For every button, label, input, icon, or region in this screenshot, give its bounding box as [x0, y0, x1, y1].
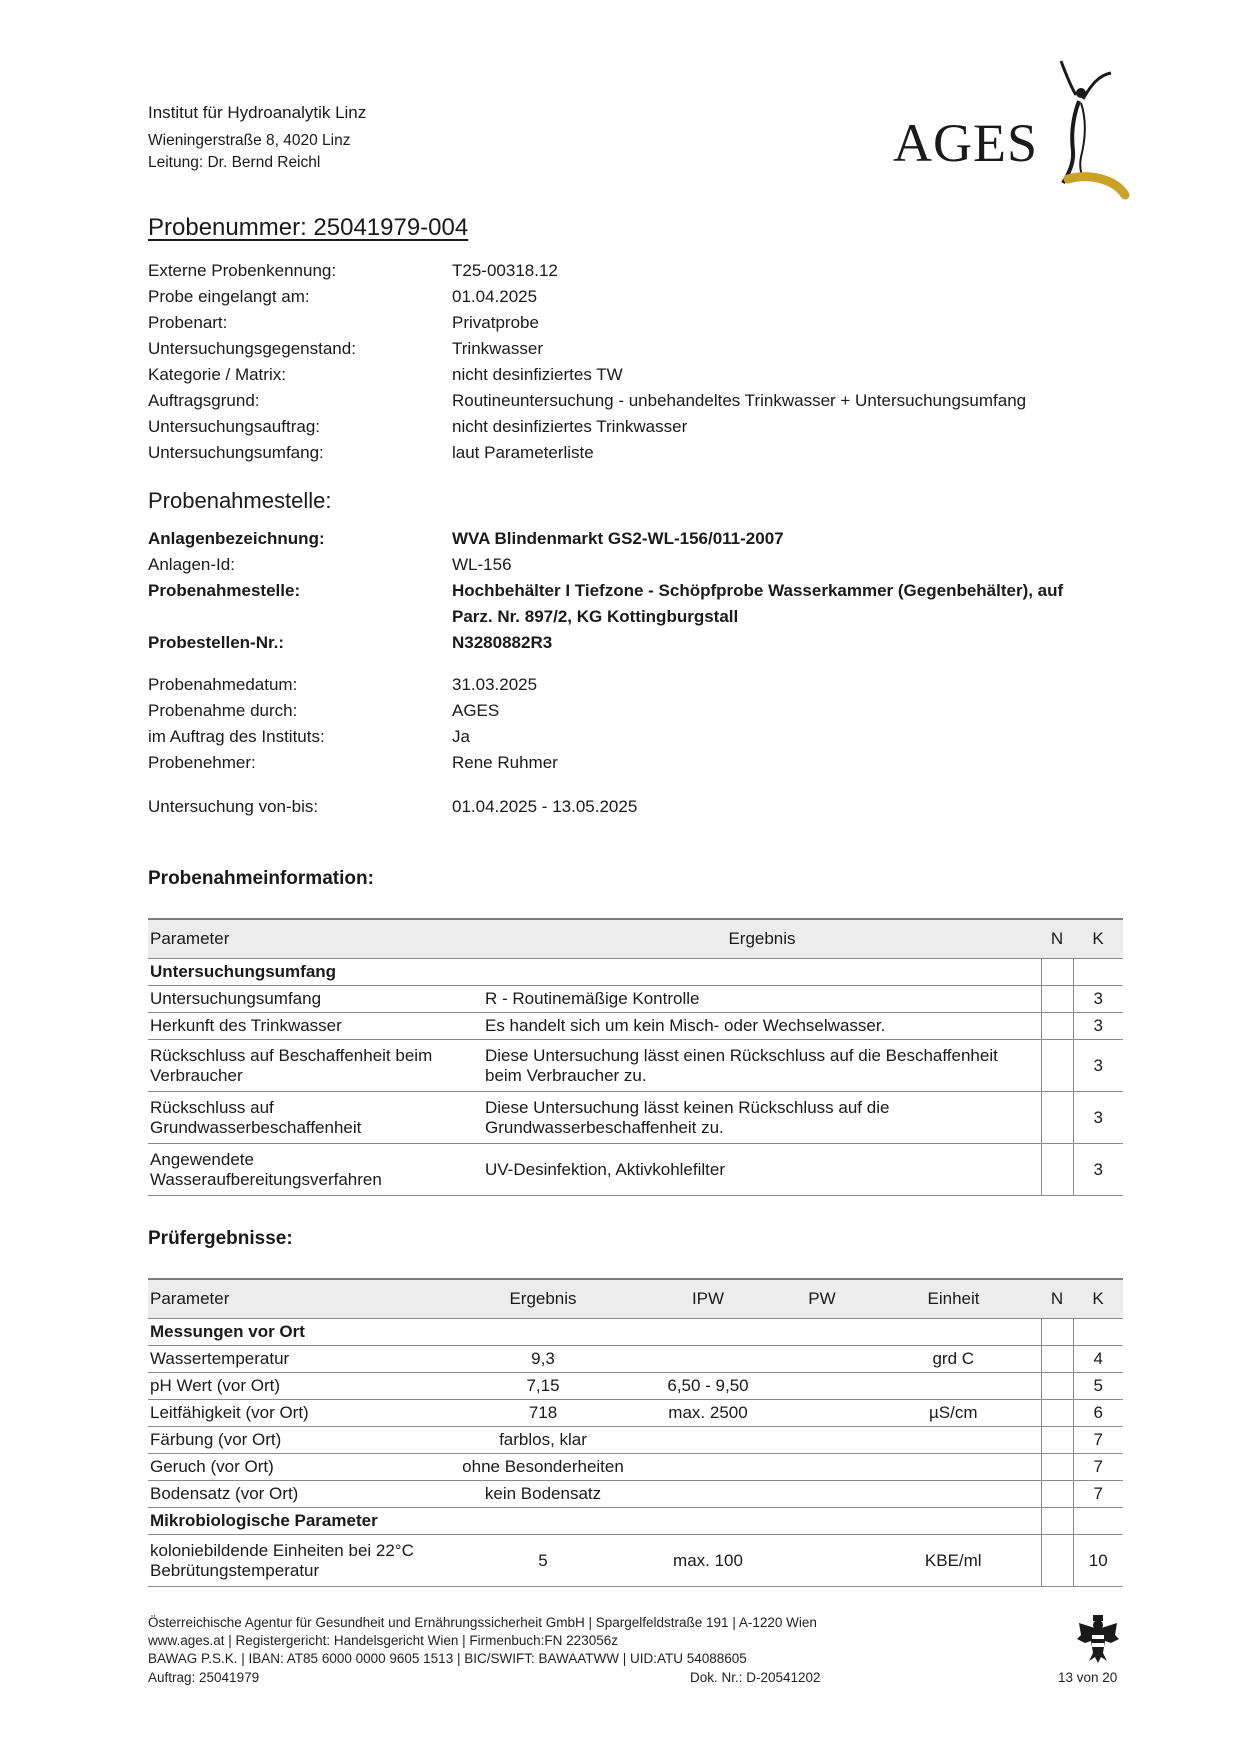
info-table: [148, 918, 1123, 1196]
table-row: [148, 986, 1123, 1013]
cell-k: 5: [1073, 1373, 1123, 1400]
cell-ipw: max. 100: [638, 1535, 778, 1587]
cell-n: [1041, 1013, 1073, 1040]
cell-k: 7: [1073, 1454, 1123, 1481]
field-row: [148, 698, 1138, 724]
cell-k: 3: [1073, 986, 1123, 1013]
sample-fields: [148, 258, 1138, 466]
cell-unit: [866, 1454, 1041, 1481]
cell-k: 3: [1073, 1040, 1123, 1092]
cell-line: Grundwasserbeschaffenheit zu.: [485, 1117, 724, 1137]
cell-param: Wassertemperatur: [148, 1346, 448, 1373]
field-label: Probestellen-Nr.:: [148, 633, 285, 652]
footer-doc-number: Dok. Nr.: D-20541202: [690, 1670, 821, 1685]
field-label: Auftragsgrund:: [148, 391, 260, 410]
cell-pw: [778, 1481, 866, 1508]
cell-result: Es handelt sich um kein Misch- oder Wechselwasser.: [483, 1013, 1041, 1040]
results-table: [148, 1278, 1123, 1587]
cell-unit: grd C: [866, 1346, 1041, 1373]
cell-line: Diese Untersuchung lässt einen Rückschluss auf die Beschaffenheit: [485, 1045, 998, 1065]
cell-pw: [778, 1454, 866, 1481]
cell-n: [1041, 1092, 1073, 1144]
table-group-row: [148, 1319, 1123, 1346]
cell-pw: [778, 1373, 866, 1400]
cell-n: [1041, 1040, 1073, 1092]
table-group-row: [148, 959, 1123, 986]
field-value: nicht desinfiziertes Trinkwasser: [452, 417, 688, 436]
field-value: T25-00318.12: [452, 261, 558, 280]
ages-logo: [893, 55, 1133, 200]
footer-line: BAWAG P.S.K. | IBAN: AT85 6000 0000 9605 1513 | BIC/SWIFT: BAWAATWW | UID:ATU 54088605: [148, 1651, 747, 1666]
cell-unit: µS/cm: [866, 1400, 1041, 1427]
results-heading: Prüfergebnisse:: [148, 1228, 293, 1249]
group-label: Mikrobiologische Parameter: [148, 1508, 1041, 1535]
sample-number-title: Probenummer: 25041979-004: [148, 214, 469, 241]
cell-n: [1041, 1319, 1073, 1346]
cell-result: farblos, klar: [448, 1427, 638, 1454]
table-row: [148, 1346, 1123, 1373]
cell-k: [1073, 1319, 1123, 1346]
field-row: [148, 414, 1138, 440]
col-parameter: Parameter: [148, 1279, 448, 1319]
cell-k: 7: [1073, 1481, 1123, 1508]
field-label: Anlagenbezeichnung:: [148, 529, 325, 548]
institute-name: Institut für Hydroanalytik Linz: [148, 103, 367, 122]
cell-line: Wasseraufbereitungsverfahren: [150, 1169, 382, 1189]
field-row: [148, 552, 1138, 578]
field-value: Trinkwasser: [452, 339, 543, 358]
field-label: Anlagen-Id:: [148, 555, 235, 574]
cell-k: 3: [1073, 1092, 1123, 1144]
field-row: [148, 794, 1138, 820]
table-row: [148, 1040, 1123, 1092]
table-row: [148, 1400, 1123, 1427]
footer-line: Österreichische Agentur für Gesundheit und Ernährungssicherheit GmbH | Spargelfeldstraße 191 | A-1220 Wien: [148, 1615, 817, 1630]
cell-param: Herkunft des Trinkwasser: [148, 1013, 483, 1040]
cell-result: 5: [448, 1535, 638, 1587]
cell-line: Rückschluss auf: [150, 1097, 274, 1117]
field-value: nicht desinfiziertes TW: [452, 365, 623, 384]
cell-line: Diese Untersuchung lässt keinen Rückschluss auf die: [485, 1097, 890, 1117]
field-value: Ja: [452, 727, 470, 746]
cell-param: [148, 1092, 483, 1144]
cell-unit: [866, 1481, 1041, 1508]
value-line: Hochbehälter I Tiefzone - Schöpfprobe Wasserkammer (Gegenbehälter), auf: [452, 581, 1064, 600]
field-row: [148, 630, 1138, 656]
cell-result: UV-Desinfektion, Aktivkohlefilter: [483, 1144, 1041, 1196]
group-label: Untersuchungsumfang: [148, 959, 1041, 986]
cell-result: 7,15: [448, 1373, 638, 1400]
table-row: [148, 1427, 1123, 1454]
cell-param: [148, 1144, 483, 1196]
cell-n: [1041, 1144, 1073, 1196]
cell-unit: [866, 1427, 1041, 1454]
austrian-eagle-icon: [1075, 1613, 1121, 1665]
value-line: Parz. Nr. 897/2, KG Kottingburgstall: [452, 607, 739, 626]
cell-result: [483, 1092, 1041, 1144]
cell-pw: [778, 1427, 866, 1454]
field-value: [452, 578, 1138, 630]
period-fields: [148, 794, 1138, 820]
cell-n: [1041, 1400, 1073, 1427]
ages-logo-text: AGES: [893, 113, 1039, 173]
col-n: N: [1041, 919, 1073, 959]
field-label: Untersuchungsgegenstand:: [148, 339, 356, 358]
field-label: Probenahme durch:: [148, 701, 298, 720]
cell-param: Geruch (vor Ort): [148, 1454, 448, 1481]
cell-line: Bebrütungstemperatur: [150, 1560, 320, 1580]
group-label: Messungen vor Ort: [148, 1319, 1041, 1346]
field-row: [148, 750, 1138, 776]
cell-result: 9,3: [448, 1346, 638, 1373]
field-row: [148, 336, 1138, 362]
field-label: Probe eingelangt am:: [148, 287, 310, 306]
table-row: [148, 1481, 1123, 1508]
table-row: [148, 1454, 1123, 1481]
cell-line: koloniebildende Einheiten bei 22°C: [150, 1540, 414, 1560]
field-value: laut Parameterliste: [452, 443, 594, 462]
footer-auftrag: Auftrag: 25041979: [148, 1670, 260, 1685]
table-header: [148, 1279, 1123, 1319]
cell-n: [1041, 1346, 1073, 1373]
cell-n: [1041, 1454, 1073, 1481]
cell-n: [1041, 1535, 1073, 1587]
field-value: N3280882R3: [452, 633, 553, 652]
field-label: Probenahmedatum:: [148, 675, 298, 694]
cell-n: [1041, 1508, 1073, 1535]
table-row: [148, 1013, 1123, 1040]
field-value: WL-156: [452, 555, 512, 574]
ages-figure-icon: [893, 55, 1133, 200]
table-group-row: [148, 1508, 1123, 1535]
field-label: Untersuchungsauftrag:: [148, 417, 320, 436]
field-label: Kategorie / Matrix:: [148, 365, 286, 384]
field-label: Untersuchung von-bis:: [148, 797, 319, 816]
col-ipw: IPW: [638, 1279, 778, 1319]
cell-ipw: [638, 1427, 778, 1454]
cell-ipw: max. 2500: [638, 1400, 778, 1427]
location-fields: [148, 526, 1138, 656]
field-row: [148, 388, 1138, 414]
field-label: Probenahmestelle:: [148, 581, 301, 600]
cell-unit: KBE/ml: [866, 1535, 1041, 1587]
field-value: 01.04.2025: [452, 287, 538, 306]
cell-k: 7: [1073, 1427, 1123, 1454]
table-header: [148, 919, 1123, 959]
cell-param: Leitfähigkeit (vor Ort): [148, 1400, 448, 1427]
field-row: [148, 310, 1138, 336]
field-value: Privatprobe: [452, 313, 539, 332]
field-row: [148, 578, 1138, 630]
field-value: AGES: [452, 701, 500, 720]
field-label: im Auftrag des Instituts:: [148, 727, 325, 746]
institute-leitung: Leitung: Dr. Bernd Reichl: [148, 154, 321, 171]
cell-ipw: [638, 1481, 778, 1508]
cell-unit: [866, 1373, 1041, 1400]
field-row: [148, 362, 1138, 388]
cell-k: 3: [1073, 1013, 1123, 1040]
cell-n: [1041, 959, 1073, 986]
field-row: [148, 526, 1138, 552]
cell-line: Rückschluss auf Beschaffenheit beim: [150, 1045, 433, 1065]
cell-ipw: 6,50 - 9,50: [638, 1373, 778, 1400]
cell-k: [1073, 1508, 1123, 1535]
cell-result: 718: [448, 1400, 638, 1427]
col-n: N: [1041, 1279, 1073, 1319]
cell-result: R - Routinemäßige Kontrolle: [483, 986, 1041, 1013]
cell-param: [148, 1040, 483, 1092]
col-unit: Einheit: [866, 1279, 1041, 1319]
field-label: Externe Probenkennung:: [148, 261, 337, 280]
cell-param: Bodensatz (vor Ort): [148, 1481, 448, 1508]
table-row: [148, 1092, 1123, 1144]
cell-pw: [778, 1535, 866, 1587]
cell-result: [483, 1040, 1041, 1092]
cell-pw: [778, 1400, 866, 1427]
field-row: [148, 284, 1138, 310]
cell-line: beim Verbraucher zu.: [485, 1065, 647, 1085]
cell-param: pH Wert (vor Ort): [148, 1373, 448, 1400]
location-heading: Probenahmestelle:: [148, 488, 332, 513]
sampling-fields: [148, 672, 1138, 776]
cell-k: [1073, 959, 1123, 986]
cell-pw: [778, 1346, 866, 1373]
col-result: Ergebnis: [448, 1279, 638, 1319]
footer-page-number: 13 von 20: [1058, 1670, 1118, 1685]
cell-k: 3: [1073, 1144, 1123, 1196]
field-row: [148, 440, 1138, 466]
col-pw: PW: [778, 1279, 866, 1319]
col-parameter: Parameter: [148, 919, 483, 959]
cell-ipw: [638, 1454, 778, 1481]
cell-param: Untersuchungsumfang: [148, 986, 483, 1013]
cell-line: Angewendete: [150, 1149, 254, 1169]
field-value: Rene Ruhmer: [452, 753, 558, 772]
field-value: WVA Blindenmarkt GS2-WL-156/011-2007: [452, 529, 784, 548]
col-k: K: [1073, 1279, 1123, 1319]
cell-n: [1041, 986, 1073, 1013]
cell-line: Verbraucher: [150, 1065, 243, 1085]
field-value: 31.03.2025: [452, 675, 538, 694]
field-label: Probenart:: [148, 313, 228, 332]
field-row: [148, 258, 1138, 284]
cell-k: 6: [1073, 1400, 1123, 1427]
info-heading: Probenahmeinformation:: [148, 868, 374, 889]
table-row: [148, 1144, 1123, 1196]
cell-n: [1041, 1427, 1073, 1454]
footer-line: www.ages.at | Registergericht: Handelsgericht Wien | Firmenbuch:FN 223056z: [148, 1633, 618, 1648]
cell-n: [1041, 1481, 1073, 1508]
field-row: [148, 672, 1138, 698]
col-result: Ergebnis: [483, 919, 1041, 959]
cell-param: Färbung (vor Ort): [148, 1427, 448, 1454]
field-value: Routineuntersuchung - unbehandeltes Trinkwasser + Untersuchungsumfang: [452, 391, 1027, 410]
table-row: [148, 1535, 1123, 1587]
cell-result: ohne Besonderheiten: [448, 1454, 638, 1481]
field-label: Untersuchungsumfang:: [148, 443, 324, 462]
cell-line: Grundwasserbeschaffenheit: [150, 1117, 362, 1137]
cell-k: 4: [1073, 1346, 1123, 1373]
cell-result: kein Bodensatz: [448, 1481, 638, 1508]
col-k: K: [1073, 919, 1123, 959]
field-value: 01.04.2025 - 13.05.2025: [452, 797, 638, 816]
field-row: [148, 724, 1138, 750]
table-row: [148, 1373, 1123, 1400]
cell-param: [148, 1535, 448, 1587]
cell-ipw: [638, 1346, 778, 1373]
cell-k: 10: [1073, 1535, 1123, 1587]
field-label: Probenehmer:: [148, 753, 256, 772]
footer-legal: [148, 1614, 817, 1668]
institute-address: Wieningerstraße 8, 4020 Linz: [148, 132, 351, 149]
cell-n: [1041, 1373, 1073, 1400]
